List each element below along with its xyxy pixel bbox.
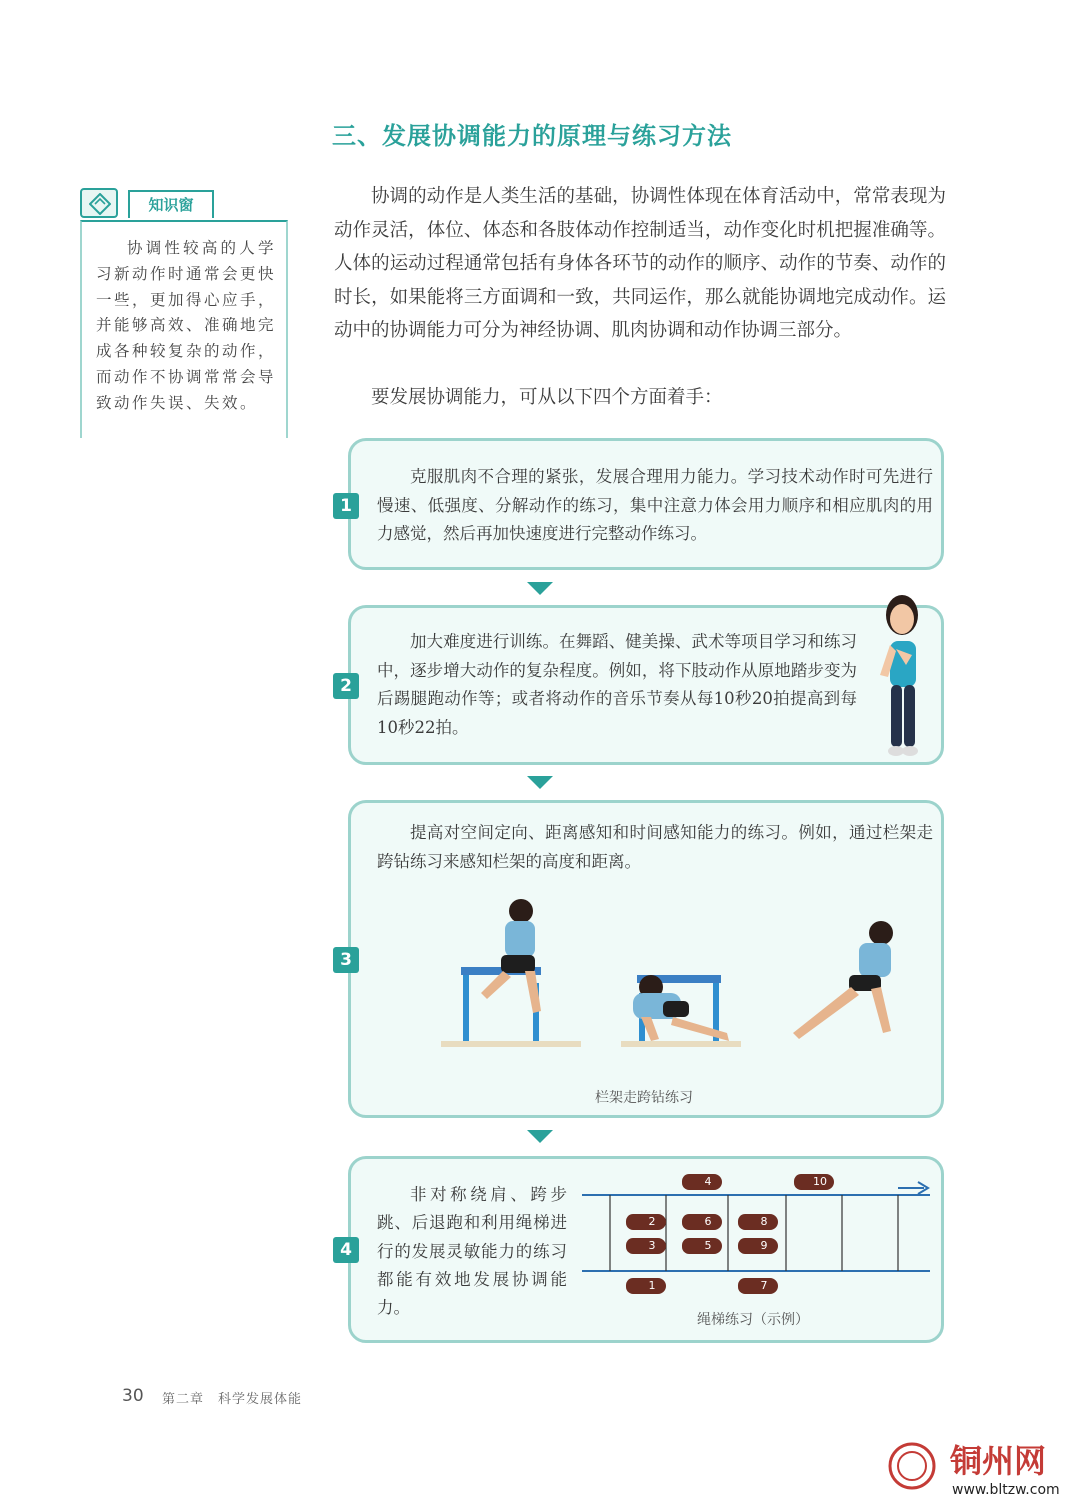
step-2-text: 加大难度进行训练。在舞蹈、健美操、武术等项目学习和练习中，逐步增大动作的复杂程度。例如，将下肢动作从原地踏步变为后踢腿跑动作等；或者将动作的音乐节奏从每10秒20拍提高到每10秒22拍。 <box>377 632 857 737</box>
hurdle-drill-illustration <box>411 883 931 1073</box>
knowledge-window-tab <box>80 188 286 218</box>
section-title: 三、发展协调能力的原理与练习方法 <box>332 122 732 150</box>
footprint-7: 7 <box>738 1278 778 1294</box>
diamond-book-icon <box>80 188 118 218</box>
step-3-text: 提高对空间定向、距离感知和时间感知能力的练习。例如，通过栏架走跨钻练习来感知栏架的高度和距离。 <box>377 823 933 871</box>
lead-paragraph: 要发展协调能力，可从以下四个方面着手： <box>371 387 723 408</box>
step-4-number: 4 <box>333 1237 359 1263</box>
down-arrow-icon <box>527 776 553 789</box>
page-number: 30 <box>122 1386 144 1406</box>
down-arrow-icon <box>527 582 553 595</box>
down-arrow-icon <box>527 1130 553 1143</box>
step-4-caption: 绳梯练习（示例） <box>697 1312 809 1328</box>
step-2-number: 2 <box>333 673 359 699</box>
footprint-6: 6 <box>682 1214 722 1230</box>
chapter-label: 第二章 科学发展体能 <box>162 1392 303 1407</box>
watermark-site-name: 铜州网 <box>950 1442 1047 1480</box>
watermark-url: www.bltzw.com <box>952 1482 1060 1498</box>
intro-paragraph: 协调的动作是人类生活的基础，协调性体现在体育活动中，常常表现为动作灵活，体位、体态和各肢体动作控制适当，动作变化时机把握准确等。人体的运动过程通常包括有身体各环节的动作的顺序、动作的节奏、动作的时长，如果能将三方面调和一致，共同运作，那么就能协调地完成动作。运动中的协调能力可分为神经协调、肌肉协调和动作协调三部分。 <box>334 186 946 341</box>
step-1-box <box>348 438 944 570</box>
step-1-number: 1 <box>333 493 359 519</box>
knowledge-window-box <box>80 220 288 438</box>
footprint-4: 4 <box>682 1174 722 1190</box>
knowledge-window-text: 协调性较高的人学习新动作时通常会更快一些，更加得心应手，并能够高效、准确地完成各种较复杂的动作，而动作不协调常常会导致动作失误、失效。 <box>96 239 277 412</box>
step-3-number: 3 <box>333 947 359 973</box>
step-1-text: 克服肌肉不合理的紧张，发展合理用力能力。学习技术动作时可先进行慢速、低强度、分解动作的练习，集中注意力体会用力顺序和相应肌肉的用力感觉，然后再加快速度进行完整动作练习。 <box>377 467 933 543</box>
footprint-3: 3 <box>626 1238 666 1254</box>
footprint-10: 10 <box>794 1174 834 1190</box>
step-3-box <box>348 800 944 1118</box>
footprint-2: 2 <box>626 1214 666 1230</box>
runner-figure-illustration <box>866 585 938 765</box>
step-4-text: 非对称绕肩、跨步跳、后退跑和利用绳梯进行的发展灵敏能力的练习都能有效地发展协调能力。 <box>377 1185 567 1318</box>
step-2-box <box>348 605 944 765</box>
step-3-caption: 栏架走跨钻练习 <box>595 1090 693 1106</box>
footprint-5: 5 <box>682 1238 722 1254</box>
knowledge-window-label: 知识窗 <box>128 190 214 218</box>
footprint-8: 8 <box>738 1214 778 1230</box>
seal-logo-icon <box>886 1440 938 1492</box>
footprint-1: 1 <box>626 1278 666 1294</box>
footprint-9: 9 <box>738 1238 778 1254</box>
